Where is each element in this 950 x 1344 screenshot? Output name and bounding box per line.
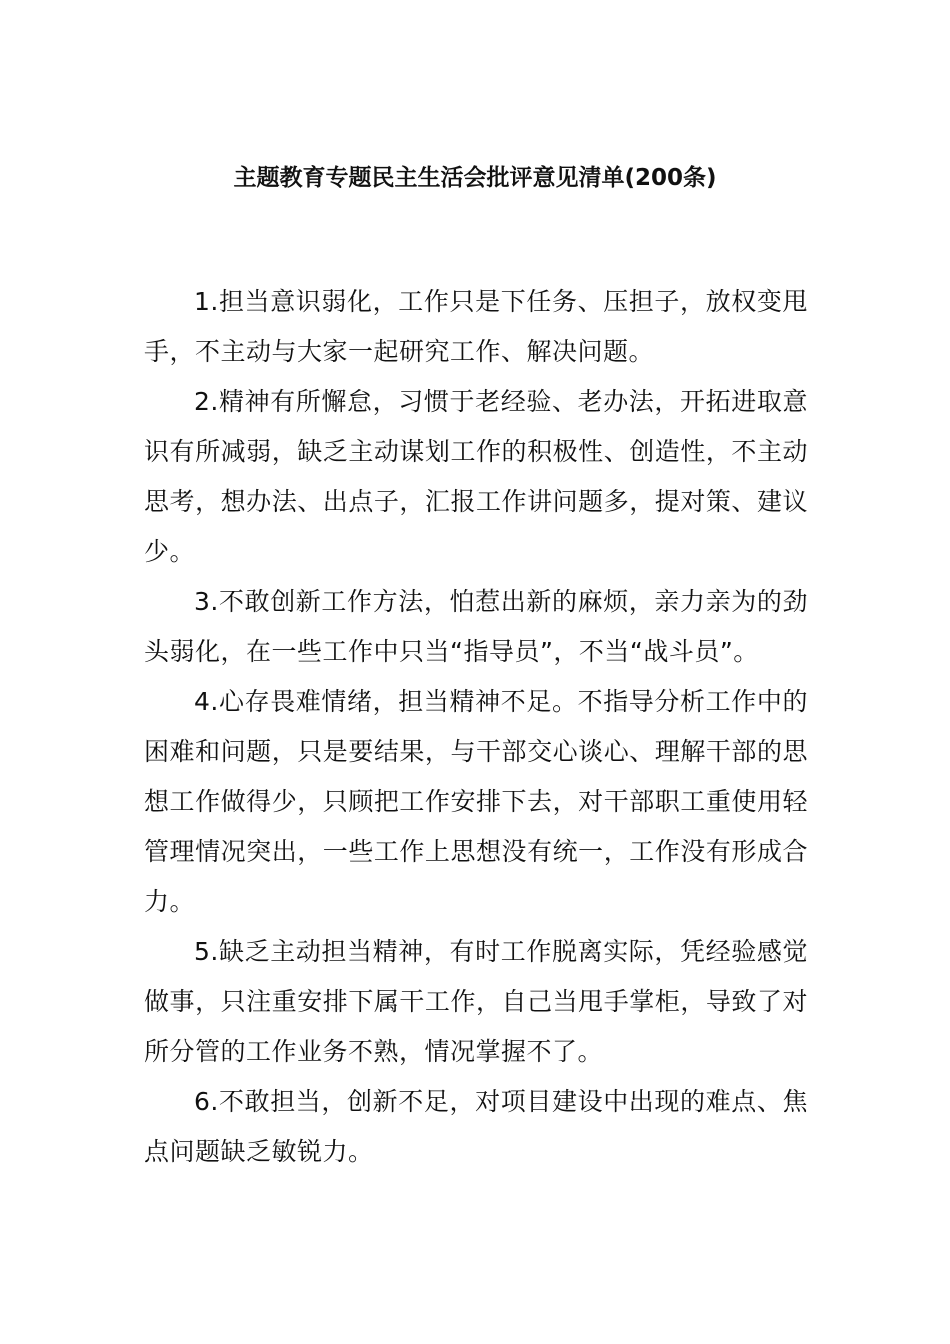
paragraph-5: 5.缺乏主动担当精神，有时工作脱离实际，凭经验感觉做事，只注重安排下属干工作，自己当甩手掌柜，导致了对所分管的工作业务不熟，情况掌握不了。 — [144, 937, 808, 1066]
paragraph-3: 3.不敢创新工作方法，怕惹出新的麻烦，亲力亲为的劲头弱化，在一些工作中只当“指导员”，不当“战斗员”。 — [144, 587, 808, 666]
document-body — [144, 277, 808, 1177]
paragraph-1: 1.担当意识弱化，工作只是下任务、压担子，放权变甩手，不主动与大家一起研究工作、解决问题。 — [144, 287, 808, 366]
paragraph-6: 6.不敢担当，创新不足，对项目建设中出现的难点、焦点问题缺乏敏锐力。 — [144, 1087, 808, 1166]
paragraph-2: 2.精神有所懈怠，习惯于老经验、老办法，开拓进取意识有所减弱，缺乏主动谋划工作的积极性、创造性，不主动思考，想办法、出点子，汇报工作讲问题多，提对策、建议少。 — [144, 387, 808, 566]
document-title: 主题教育专题民主生活会批评意见清单(200条) — [233, 165, 717, 191]
paragraph-4: 4.心存畏难情绪，担当精神不足。不指导分析工作中的困难和问题，只是要结果，与干部交心谈心、理解干部的思想工作做得少，只顾把工作安排下去，对干部职工重使用轻管理情况突出，一些工作上思想没有统一，工作没有形成合力。 — [144, 687, 808, 916]
